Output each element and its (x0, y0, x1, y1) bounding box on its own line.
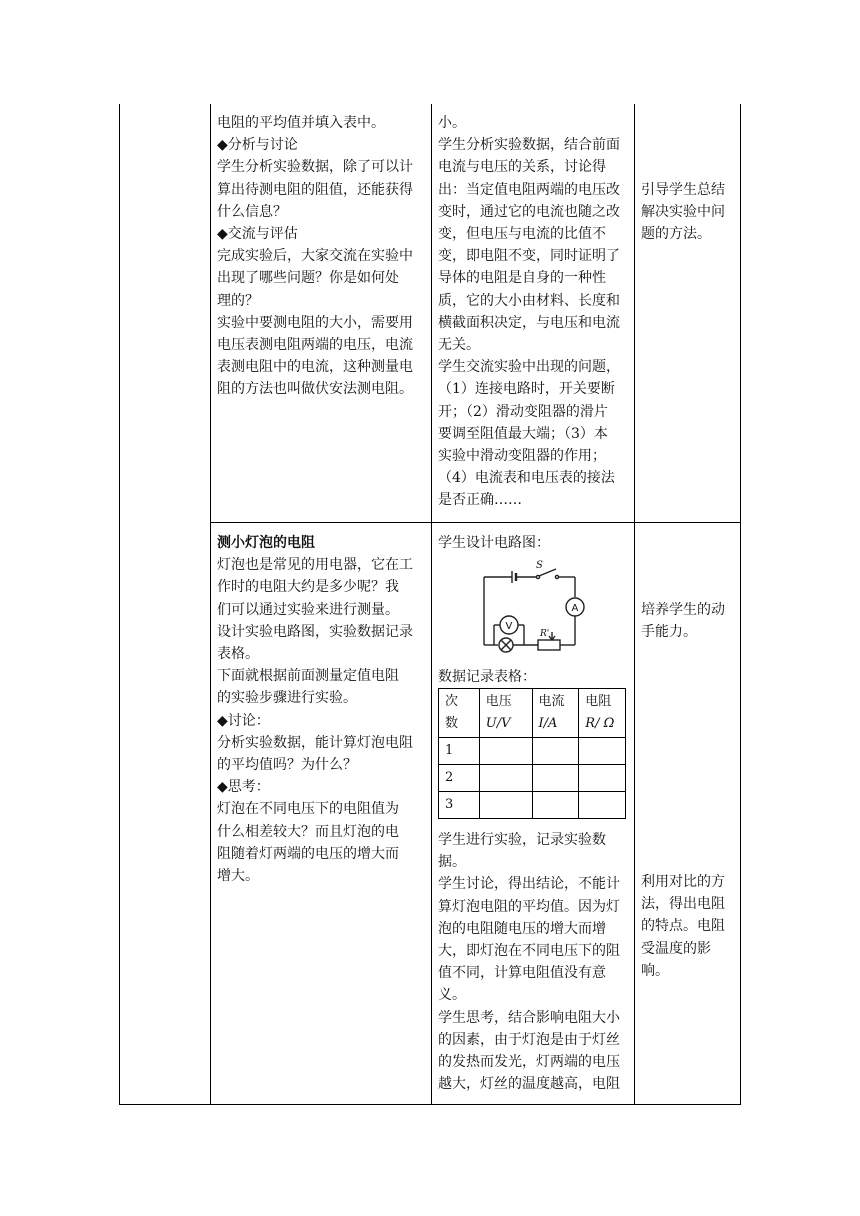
header-line: R/ Ω (585, 716, 615, 731)
text-line: 增大。 (217, 868, 259, 885)
table-cell: 2 (439, 765, 480, 792)
text-line: 导体的电阻是自身的一种性 (438, 270, 606, 287)
table-row (439, 792, 626, 819)
table-border-bottom (119, 1104, 741, 1105)
text-line: 实验中要测电阻的大小，需要用 (217, 314, 413, 331)
text-line: 越大，灯丝的温度越高，电阻 (438, 1076, 620, 1093)
header-line: 电压 (485, 694, 512, 709)
text-line: 泡的电阻随电压的增大而增 (438, 920, 606, 937)
text-line: 什么相差较大？而且灯泡的电 (217, 823, 399, 840)
text-line: 的因素，由于灯泡是由于灯丝 (438, 1031, 620, 1048)
section-title: 测小灯泡的电阻 (217, 535, 315, 551)
header-cell-resistance (579, 689, 626, 738)
text-line: 大，即灯泡在不同电压下的阻 (438, 943, 620, 960)
voltmeter-label: V (505, 621, 513, 632)
text-line: 利用对比的方 (641, 874, 725, 890)
text-line: 的平均值吗？为什么？ (217, 757, 357, 774)
circuit-label: 学生设计电路图： (438, 535, 550, 551)
text-line: 设计实验电路图，实验数据记录 (217, 623, 413, 640)
row-divider (210, 522, 741, 523)
text-line: 出：当定值电阻两端的电压改 (438, 181, 620, 198)
text-line: 要调至阻值最大端；（3）本 (438, 425, 608, 442)
table-header-row (439, 689, 626, 738)
text-line: 值不同，计算电阻值没有意 (438, 965, 606, 982)
table-cell (579, 738, 626, 765)
text-line: 的实验步骤进行实验。 (217, 690, 357, 707)
table-cell (479, 738, 532, 765)
text-line: 是否正确…… (438, 492, 522, 509)
table-cell (579, 765, 626, 792)
text-line: 电流与电压的关系，讨论得 (438, 159, 606, 176)
data-record-table (438, 688, 626, 819)
text-line: 实验中滑动变阻器的作用； (438, 448, 606, 465)
text-line: 小。 (438, 115, 466, 131)
header-cell-current (532, 689, 579, 738)
text-line: 引导学生总结 (641, 182, 725, 198)
header-line: 次 (445, 694, 459, 709)
table-row (439, 765, 626, 792)
table-cell (532, 738, 579, 765)
table-divider-2 (431, 104, 432, 1105)
text-line: ◆讨论： (217, 712, 270, 729)
text-line: 的特点。电阻 (641, 918, 725, 935)
ammeter-label: A (571, 603, 579, 614)
table-border-right (740, 104, 741, 1105)
text-line: 电阻的平均值并填入表中。 (217, 115, 385, 131)
row1-activity-cell (217, 112, 429, 401)
table-cell (579, 792, 626, 819)
text-line: 学生讨论，得出结论，不能计 (438, 876, 620, 893)
text-line: 灯泡也是常见的用电器，它在工 (217, 557, 413, 574)
text-line: 学生进行实验，记录实验数 (438, 832, 606, 848)
header-line: U/V (485, 716, 511, 731)
text-line: ◆分析与讨论 (217, 137, 298, 154)
table-cell (532, 765, 579, 792)
text-line: 电压表测电阻两端的电压，电流 (217, 337, 413, 354)
text-line: 无关。 (438, 337, 480, 354)
header-cell-count (439, 689, 480, 738)
row1-intent-cell (641, 179, 740, 246)
text-line: 下面就根据前面测量定值电阻 (217, 668, 399, 685)
header-line: I/A (538, 716, 558, 731)
text-line: 学生分析实验数据，结合前面 (438, 137, 620, 154)
text-line: 义。 (438, 987, 466, 1004)
text-line: 分析实验数据，能计算灯泡电阻 (217, 734, 413, 751)
header-line: 电流 (538, 694, 565, 709)
text-line: （1）连接电路时，开关要断 (438, 381, 615, 398)
text-line: 手能力。 (641, 624, 697, 641)
text-line: 学生思考，结合影响电阻大小 (438, 1009, 620, 1026)
table-cell: 3 (439, 792, 480, 819)
row2-activity-cell (217, 532, 429, 887)
text-line: 算灯泡电阻的平均值。因为灯 (438, 898, 620, 915)
text-line: 学生交流实验中出现的问题， (438, 359, 620, 376)
text-line: 变，但电压与电流的比值不 (438, 226, 606, 243)
text-line: 理的？ (217, 292, 259, 309)
text-line: 们可以通过实验来进行测量。 (217, 601, 399, 618)
table-cell (479, 765, 532, 792)
text-line: 什么信息？ (217, 203, 287, 220)
row1-student-cell (438, 112, 634, 512)
circuit-caption (438, 532, 634, 554)
switch-label: S (536, 560, 543, 571)
text-line: 质，它的大小由材料、长度和 (438, 292, 620, 309)
text-line: 阻随着灯两端的电压的增大而 (217, 845, 399, 862)
text-line: 开；（2）滑动变阻器的滑片 (438, 403, 608, 420)
text-line: 阻的方法也叫做伏安法测电阻。 (217, 381, 413, 398)
table-caption (438, 666, 634, 688)
text-line: 横截面积决定，与电压和电流 (438, 314, 620, 331)
text-line: 变时，通过它的电流也随之改 (438, 203, 620, 220)
text-line: 受温度的影 (641, 940, 711, 957)
text-line: 出现了哪些问题？你是如何处 (217, 270, 399, 287)
text-line: ◆思考： (217, 779, 270, 796)
text-line: 作时的电阻大约是多少呢？我 (217, 579, 399, 596)
table-label: 数据记录表格： (438, 669, 536, 685)
text-line: 解决实验中问 (641, 204, 725, 221)
text-line: 表测电阻中的电流，这种测量电 (217, 359, 413, 376)
row2-intent-cell-top (641, 599, 740, 643)
text-line: 据。 (438, 854, 466, 871)
header-line: 数 (445, 716, 459, 731)
text-line: 培养学生的动 (641, 602, 725, 618)
header-line: 电阻 (585, 694, 612, 709)
text-line: （4）电流表和电压表的接法 (438, 470, 615, 487)
text-line: 算出待测电阻的阻值，还能获得 (217, 181, 413, 198)
table-border-left (119, 104, 120, 1105)
table-divider-3 (634, 104, 635, 1105)
text-line: 法，得出电阻 (641, 896, 725, 913)
text-line: 表格。 (217, 646, 259, 663)
text-line: 的发热而发光，灯两端的电压 (438, 1054, 620, 1071)
circuit-diagram (478, 560, 598, 656)
text-line: 学生分析实验数据，除了可以计 (217, 159, 413, 176)
table-cell (532, 792, 579, 819)
table-divider-1 (210, 104, 211, 1105)
text-line: 响。 (641, 962, 669, 979)
row2-student-cell (438, 829, 634, 1095)
header-cell-voltage (479, 689, 532, 738)
row2-intent-cell-bottom (641, 871, 740, 982)
table-cell (479, 792, 532, 819)
text-line: ◆交流与评估 (217, 226, 298, 243)
text-line: 灯泡在不同电压下的电阻值为 (217, 801, 399, 818)
table-cell: 1 (439, 738, 480, 765)
rheostat-label: R' (540, 629, 550, 639)
text-line: 变，即电阻不变，同时证明了 (438, 248, 620, 265)
table-row (439, 738, 626, 765)
text-line: 题的方法。 (641, 226, 711, 243)
text-line: 完成实验后，大家交流在实验中 (217, 248, 413, 265)
